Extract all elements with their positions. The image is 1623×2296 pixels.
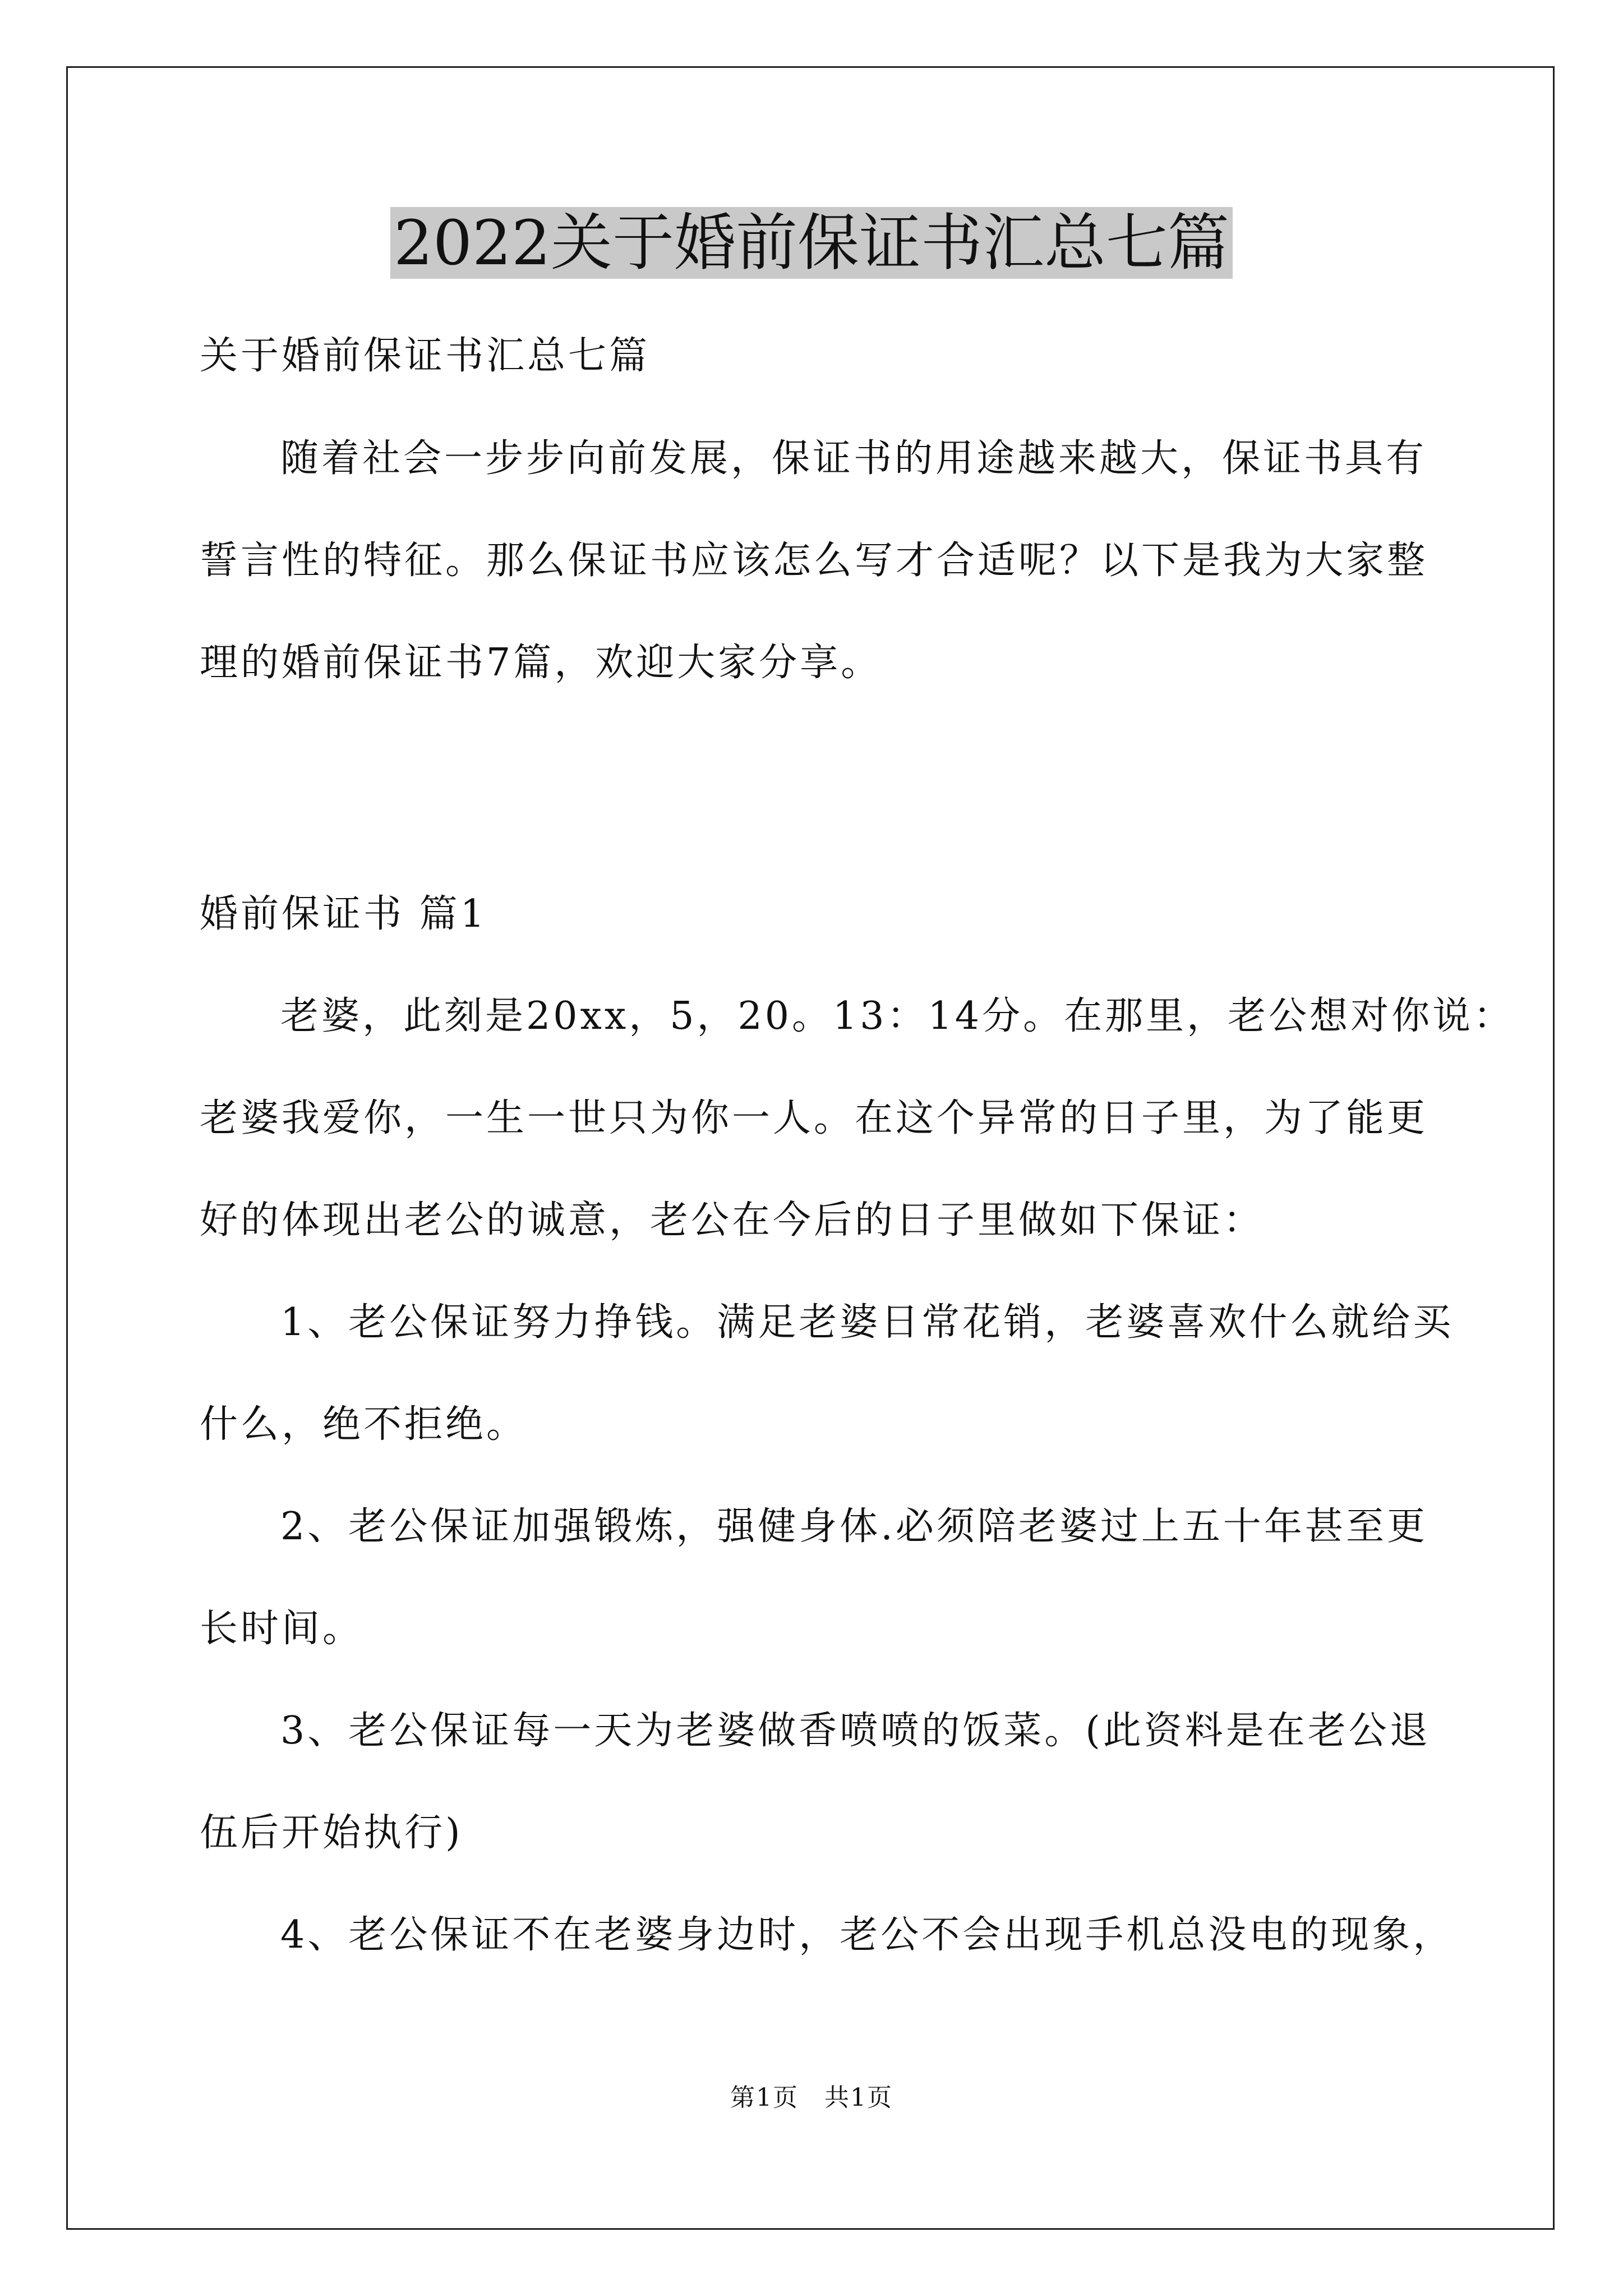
paragraph-line: 随着社会一步步向前发展，保证书的用途越来越大，保证书具有 — [280, 436, 1427, 481]
paragraph-line: 老婆我爱你，一生一世只为你一人。在这个异常的日子里，为了能更 — [200, 1096, 1428, 1140]
page-number: 第1页 共1页 — [730, 2083, 893, 2112]
list-item-line: 1、老公保证努力挣钱。满足老婆日常花销，老婆喜欢什么就给买 — [280, 1300, 1454, 1345]
paragraph-line: 好的体现出老公的诚意，老公在今后的日子里做如下保证： — [200, 1198, 1265, 1243]
paragraph-line: 誓言性的特征。那么保证书应该怎么写才合适呢？以下是我为大家整 — [200, 539, 1428, 583]
document-title — [0, 201, 1623, 285]
list-item-line: 3、老公保证每一天为老婆做香喷喷的饭菜。(此资料是在老公退 — [280, 1709, 1431, 1753]
page-border — [66, 66, 1555, 2230]
document-title-text: 2022关于婚前保证书汇总七篇 — [390, 207, 1233, 279]
list-item-line: 伍后开始执行) — [200, 1811, 463, 1855]
list-item-line: 长时间。 — [200, 1607, 364, 1651]
paragraph-line: 理的婚前保证书7篇，欢迎大家分享。 — [200, 641, 882, 685]
paragraph-line: 老婆，此刻是20xx，5，20。13：14分。在那里，老公想对你说： — [280, 994, 1515, 1038]
section-heading: 婚前保证书 篇1 — [200, 892, 487, 936]
document-subtitle: 关于婚前保证书汇总七篇 — [200, 334, 651, 378]
list-item-line: 什么，绝不拒绝。 — [200, 1402, 528, 1447]
list-item-line: 4、老公保证不在老婆身边时，老公不会出现手机总没电的现象， — [280, 1913, 1454, 1957]
list-item-line: 2、老公保证加强锻炼，强健身体.必须陪老婆过上五十年甚至更 — [280, 1504, 1428, 1549]
